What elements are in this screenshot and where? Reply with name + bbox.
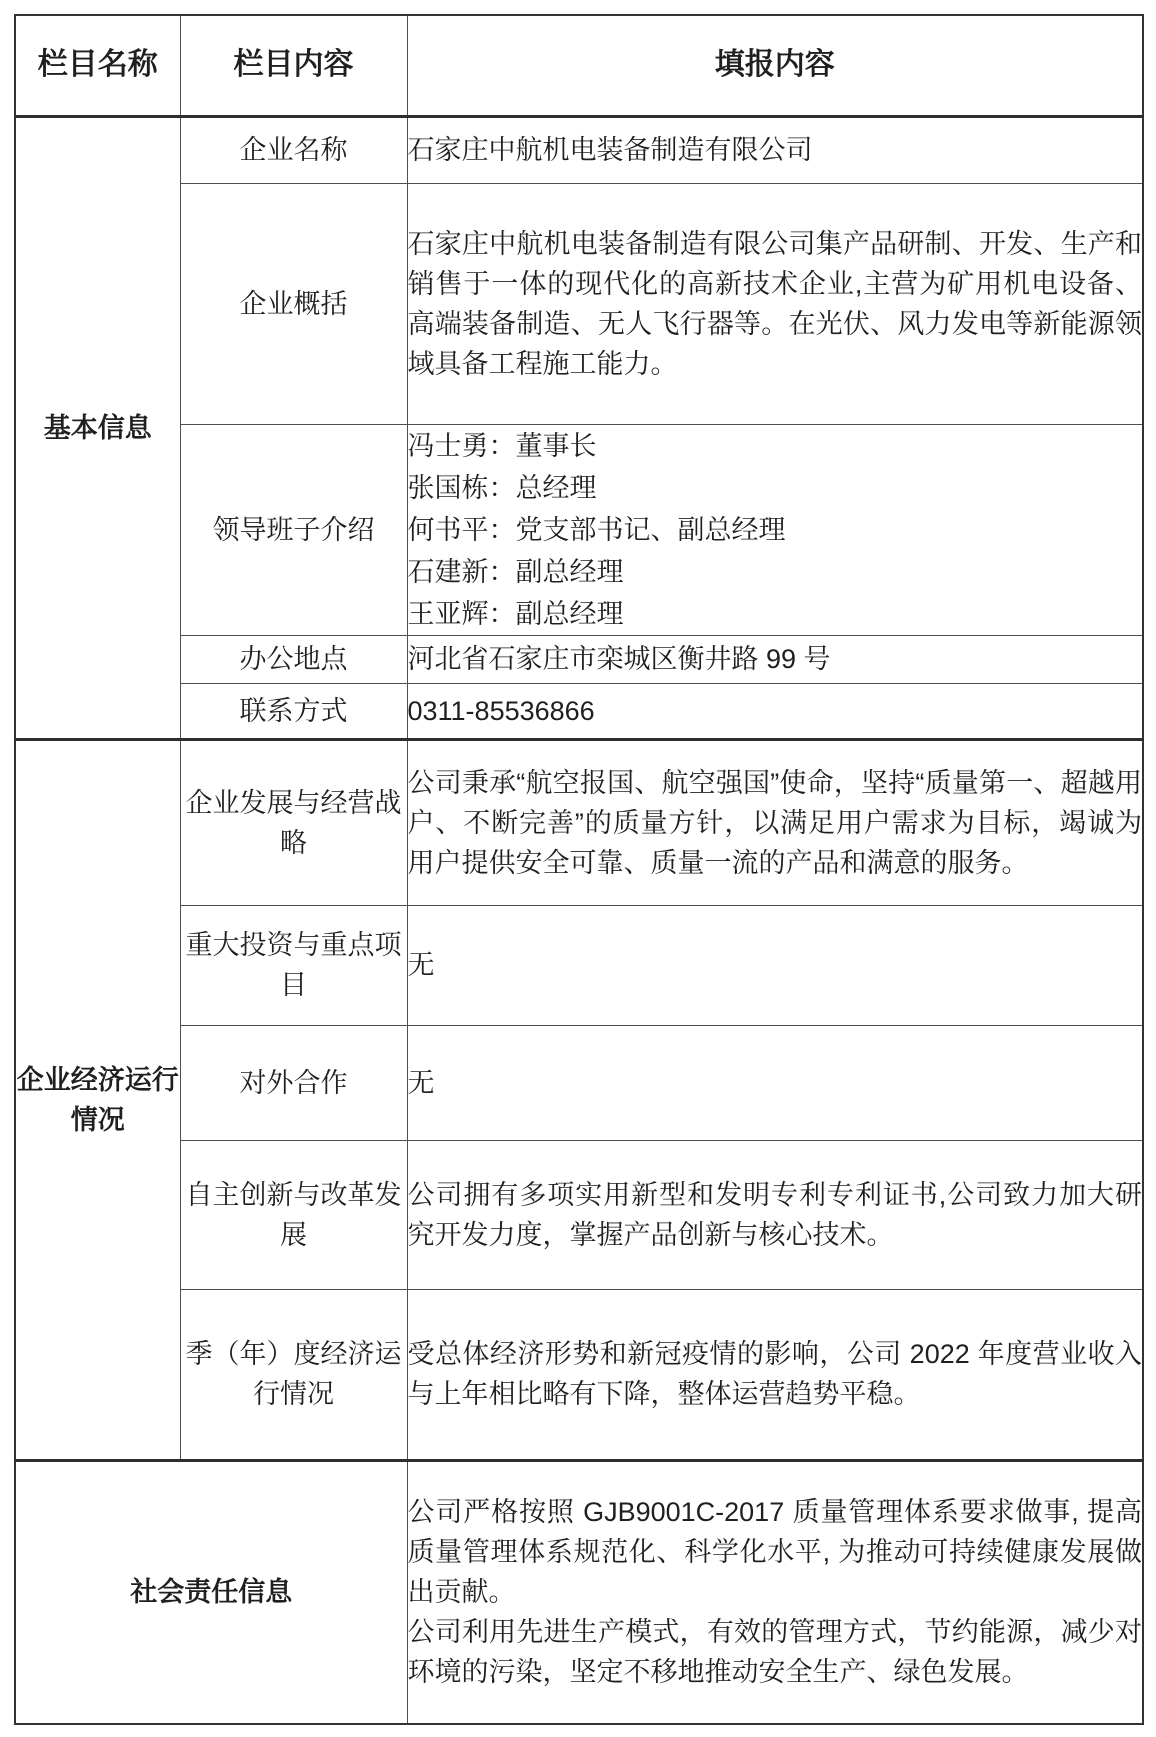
label-contact: 联系方式: [180, 683, 407, 739]
value-major-investment: 无: [407, 905, 1143, 1025]
row-company-overview: [15, 183, 1143, 424]
value-development-strategy: 公司秉承“航空报国、航空强国”使命，坚持“质量第一、超越用户、不断完善”的质量方针，以满足用户需求为目标，竭诚为用户提供安全可靠、质量一流的产品和满意的服务。: [407, 739, 1143, 905]
section-label-economic-operation: 企业经济运行情况: [15, 739, 180, 1460]
row-leadership: [15, 424, 1143, 635]
row-periodic-operation: [15, 1289, 1143, 1460]
report-table: [14, 14, 1144, 1725]
leader-line: 张国栋：总经理: [407, 472, 597, 503]
table-header-row: [15, 15, 1143, 116]
label-innovation-reform: 自主创新与改革发展: [180, 1140, 407, 1289]
label-company-overview: 企业概括: [180, 183, 407, 424]
value-office-location: 河北省石家庄市栾城区衡井路 99 号: [407, 635, 1143, 683]
section-label-basic-info: 基本信息: [15, 116, 180, 739]
header-filled-content: 填报内容: [407, 15, 1143, 116]
label-major-investment: 重大投资与重点项目: [180, 905, 407, 1025]
row-company-name: [15, 116, 1143, 183]
value-leadership: [407, 424, 1143, 635]
value-external-cooperation: 无: [407, 1025, 1143, 1140]
leader-line: 王亚辉：副总经理: [407, 598, 624, 629]
label-leadership: 领导班子介绍: [180, 424, 407, 635]
section-label-social-responsibility: 社会责任信息: [15, 1460, 407, 1724]
social-responsibility-paragraph: 公司利用先进生产模式，有效的管理方式，节约能源，减少对环境的污染，坚定不移地推动安全生产、绿色发展。: [407, 1617, 1142, 1688]
value-company-name: 石家庄中航机电装备制造有限公司: [407, 116, 1143, 183]
value-contact: 0311-85536866: [407, 683, 1143, 739]
row-office-location: [15, 635, 1143, 683]
header-column-name: 栏目名称: [15, 15, 180, 116]
value-innovation-reform: 公司拥有多项实用新型和发明专利专利证书,公司致力加大研究开发力度，掌握产品创新与核心技术。: [407, 1140, 1143, 1289]
value-company-overview: 石家庄中航机电装备制造有限公司集产品研制、开发、生产和销售于一体的现代化的高新技术企业,主营为矿用机电设备、高端装备制造、无人飞行器等。在光伏、风力发电等新能源领域具备工程施工能力。: [407, 183, 1143, 424]
value-social-responsibility: [407, 1460, 1143, 1724]
leader-line: 何书平：党支部书记、副总经理: [407, 514, 786, 545]
row-contact: [15, 683, 1143, 739]
document-page: [14, 14, 1144, 1725]
social-responsibility-paragraph: 公司严格按照 GJB9001C-2017 质量管理体系要求做事, 提高质量管理体系规范化、科学化水平, 为推动可持续健康发展做出贡献。: [407, 1497, 1142, 1608]
leader-line: 石建新：副总经理: [407, 556, 624, 587]
label-development-strategy: 企业发展与经营战略: [180, 739, 407, 905]
header-column-content: 栏目内容: [180, 15, 407, 116]
label-office-location: 办公地点: [180, 635, 407, 683]
label-periodic-operation: 季（年）度经济运行情况: [180, 1289, 407, 1460]
row-social-responsibility: [15, 1460, 1143, 1724]
label-company-name: 企业名称: [180, 116, 407, 183]
row-major-investment: [15, 905, 1143, 1025]
label-external-cooperation: 对外合作: [180, 1025, 407, 1140]
leader-line: 冯士勇：董事长: [407, 430, 597, 461]
row-development-strategy: [15, 739, 1143, 905]
value-periodic-operation: 受总体经济形势和新冠疫情的影响，公司 2022 年度营业收入与上年相比略有下降，整体运营趋势平稳。: [407, 1289, 1143, 1460]
row-innovation-reform: [15, 1140, 1143, 1289]
row-external-cooperation: [15, 1025, 1143, 1140]
